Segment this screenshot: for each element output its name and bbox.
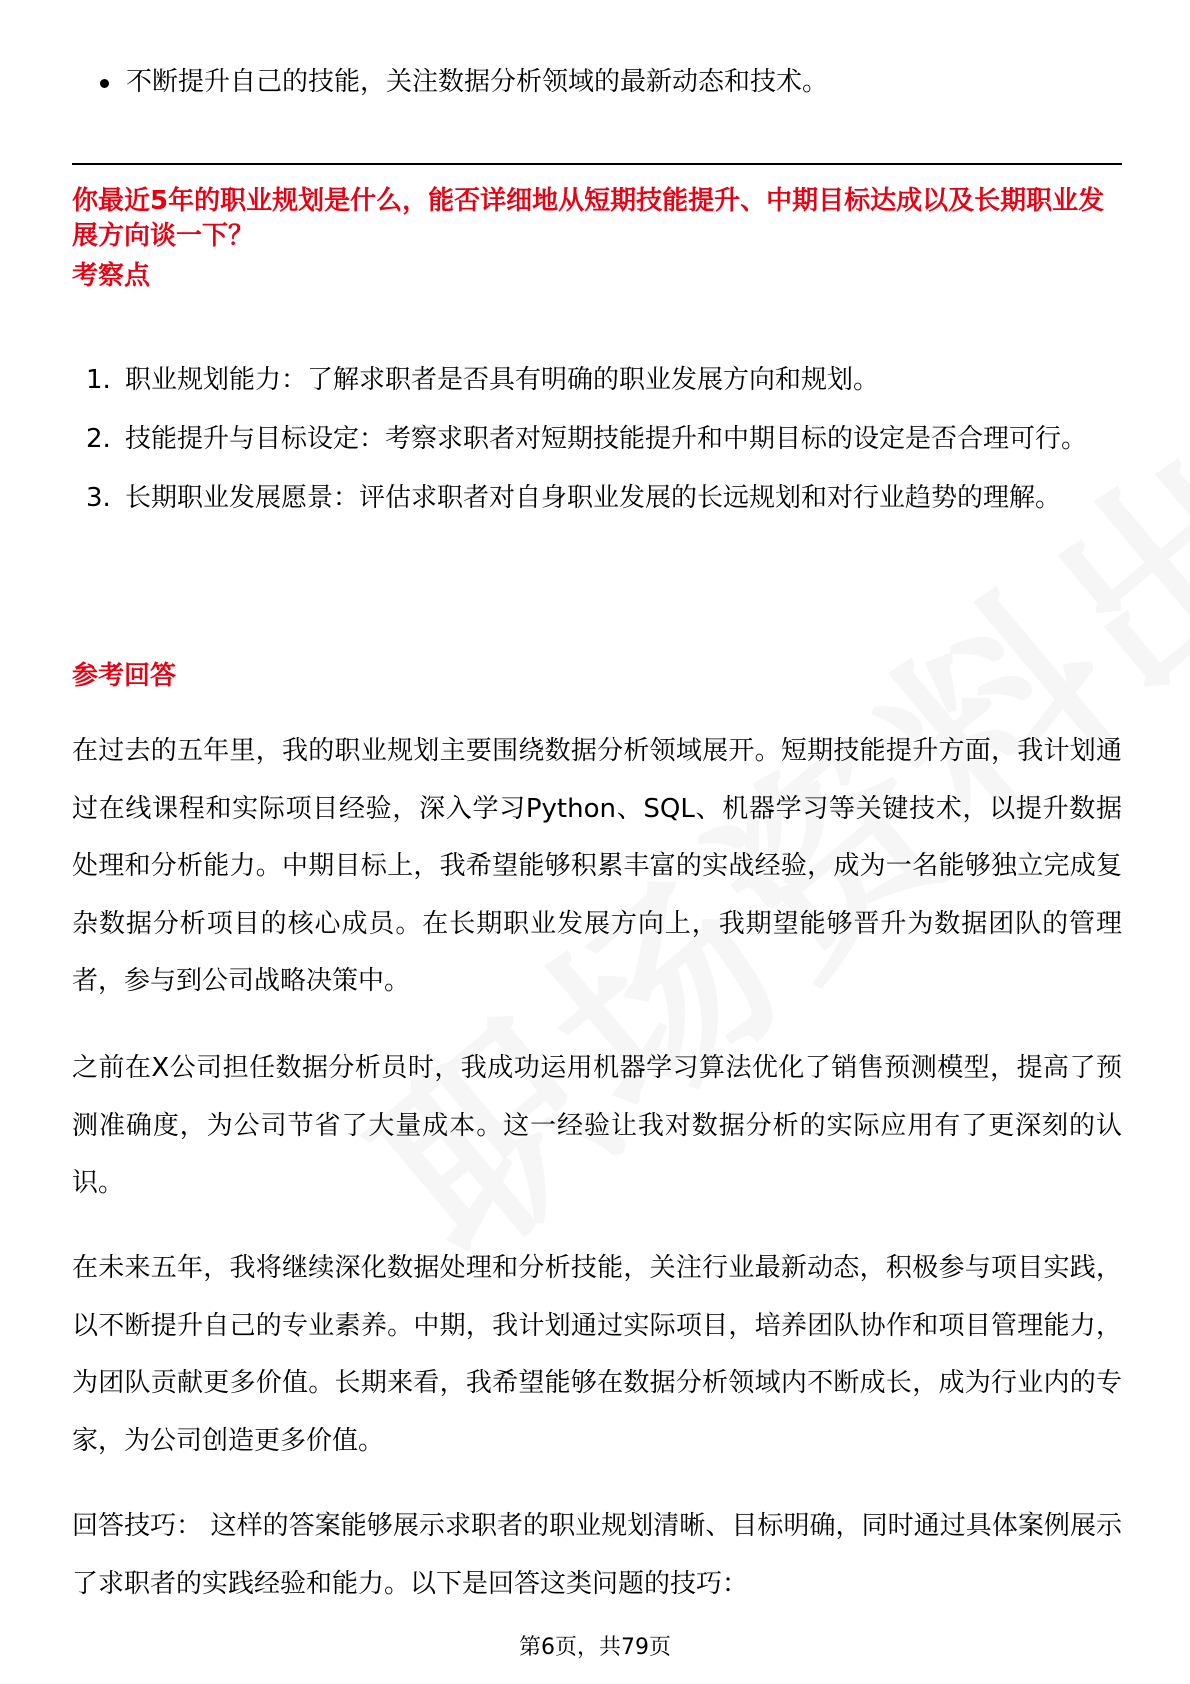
- bullet-dot: [100, 79, 109, 88]
- answer-paragraph: 在过去的五年里，我的职业规划主要围绕数据分析领域展开。短期技能提升方面，我计划通过在线课程和实际项目经验，深入学习Python、SQL、机器学习等关键技术，以提升数据处理和分析能力。中期目标上，我希望能够积累丰富的实战经验，成为一名能够独立完成复杂数据分析项目的核心成员。在长期职业发展方向上，我期望能够晋升为数据团队的管理者，参与到公司战略决策中。: [72, 736, 1122, 996]
- section-divider: [72, 163, 1122, 165]
- question-heading: 你最近5年的职业规划是什么，能否详细地从短期技能提升、中期目标达成以及长期职业发展方向谈一下？: [72, 186, 1105, 251]
- list-item: [72, 411, 1122, 468]
- bullet-item: [100, 62, 828, 102]
- answer-paragraph: 在未来五年，我将继续深化数据处理和分析技能，关注行业最新动态，积极参与项目实践，以不断提升自己的专业素养。中期，我计划通过实际项目，培养团队协作和项目管理能力，为团队贡献更多价值。长期来看，我希望能够在数据分析领域内不断成长，成为行业内的专家，为公司创造更多价值。: [72, 1253, 1122, 1456]
- answer-paragraph: 之前在X公司担任数据分析员时，我成功运用机器学习算法优化了销售预测模型，提高了预测准确度，为公司节省了大量成本。这一经验让我对数据分析的实际应用有了更深刻的认识。: [72, 1053, 1122, 1198]
- list-item-number: 2.: [86, 424, 111, 454]
- answer-heading: 参考回答: [72, 661, 177, 691]
- list-item-text: 长期职业发展愿景：评估求职者对自身职业发展的长远规划和对行业趋势的理解。: [125, 483, 1062, 513]
- list-item: [72, 470, 1122, 527]
- list-item: [72, 352, 1122, 409]
- list-item-text: 技能提升与目标设定：考察求职者对短期技能提升和中期目标的设定是否合理可行。: [125, 424, 1088, 454]
- list-item-text: 职业规划能力：了解求职者是否具有明确的职业发展方向和规划。: [125, 365, 880, 395]
- list-item-number: 3.: [86, 483, 111, 513]
- kaochadian-list: [72, 352, 1122, 529]
- kaochadian-heading: 考察点: [72, 261, 151, 291]
- list-item-number: 1.: [86, 365, 111, 395]
- answer-tips-paragraph: 回答技巧： 这样的答案能够展示求职者的职业规划清晰、目标明确，同时通过具体案例展示了求职者的实践经验和能力。以下是回答这类问题的技巧：: [72, 1511, 1122, 1599]
- page-footer: 第6页，共79页: [519, 1635, 671, 1660]
- bullet-text: 不断提升自己的技能，关注数据分析领域的最新动态和技术。: [126, 67, 829, 97]
